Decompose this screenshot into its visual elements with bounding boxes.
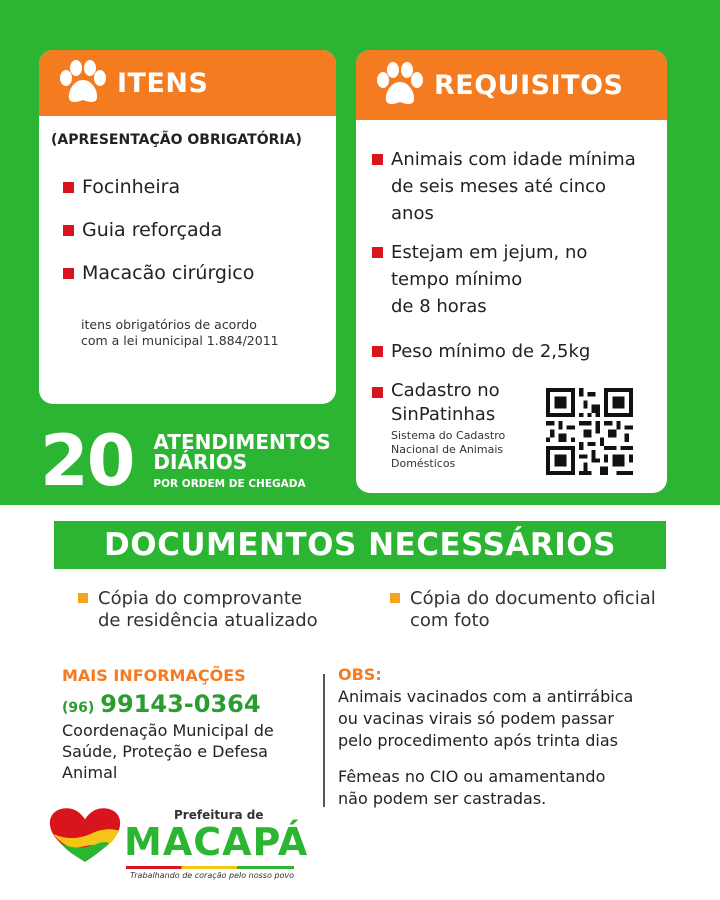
- obs-paragraph-1: Animais vacinados com a antirrábica ou vacinas virais só podem passar pelo procedimento após trinta dias: [338, 687, 634, 750]
- itens-card: [39, 50, 336, 404]
- list-item: Estejam em jejum, no tempo mínimo de 8 horas: [372, 239, 667, 320]
- doc-item: Cópia do comprovante de residência atualizado: [78, 588, 318, 632]
- itens-subtitle: (APRESENTAÇÃO OBRIGATÓRIA): [51, 132, 302, 148]
- logo-line1: Prefeitura de: [174, 808, 264, 822]
- prefeitura-logo: [48, 806, 308, 882]
- bullet-square: [390, 593, 400, 603]
- divider: [323, 674, 325, 807]
- paw-icon: [374, 62, 426, 108]
- logo-line2: MACAPÁ: [124, 820, 309, 864]
- bullet-square: [372, 154, 383, 165]
- itens-header: [39, 50, 336, 116]
- bullet-square: [372, 346, 383, 357]
- requisitos-title: REQUISITOS: [434, 69, 624, 101]
- paw-icon: [57, 60, 109, 106]
- atendimentos-line3: POR ORDEM DE CHEGADA: [153, 478, 306, 490]
- bullet-square: [63, 182, 74, 193]
- logo-stripe: [126, 866, 294, 869]
- heart-icon: [48, 806, 122, 866]
- list-item: Peso mínimo de 2,5kg: [372, 338, 667, 365]
- list-item: Macacão cirúrgico: [63, 260, 336, 287]
- list-item: Guia reforçada: [63, 217, 336, 244]
- bullet-square: [63, 225, 74, 236]
- documentos-title: DOCUMENTOS NECESSÁRIOS: [54, 521, 666, 569]
- phone-number[interactable]: [62, 690, 261, 718]
- info-title: MAIS INFORMAÇÕES: [62, 666, 246, 685]
- atendimentos-line2: DIÁRIOS: [153, 450, 248, 474]
- atendimentos-number: 20: [40, 420, 134, 502]
- phone-digits: 99143-0364: [100, 690, 261, 718]
- bullet-square: [78, 593, 88, 603]
- list-item: Animais com idade mínima de seis meses até cinco anos: [372, 146, 667, 227]
- obs-title: OBS:: [338, 665, 382, 684]
- coordination-name: Coordenação Municipal de Saúde, Proteção e Defesa Animal: [62, 721, 274, 782]
- atendimentos-line1: ATENDIMENTOS: [153, 430, 331, 454]
- bullet-square: [63, 268, 74, 279]
- bullet-square: [372, 247, 383, 258]
- itens-note: itens obrigatórios de acordo com a lei municipal 1.884/2011: [81, 317, 279, 348]
- requisitos-card: [356, 50, 667, 493]
- qr-code[interactable]: [546, 388, 633, 475]
- doc-item: Cópia do documento oficial com foto: [390, 588, 656, 632]
- logo-tagline: Trabalhando de coração pelo nosso povo: [130, 871, 294, 880]
- requisitos-header: [356, 50, 667, 120]
- phone-ddd: (96): [62, 700, 95, 716]
- obs-paragraph-2: Fêmeas no CIO ou amamentando não podem ser castradas.: [338, 767, 606, 808]
- list-item: Focinheira: [63, 174, 336, 201]
- atendimentos-block: [40, 422, 331, 500]
- itens-title: ITENS: [117, 67, 209, 99]
- bullet-square: [372, 387, 383, 398]
- list-item: Cadastro no SinPatinhas Sistema do Cadastro Nacional de Animais Domésticos: [372, 379, 667, 471]
